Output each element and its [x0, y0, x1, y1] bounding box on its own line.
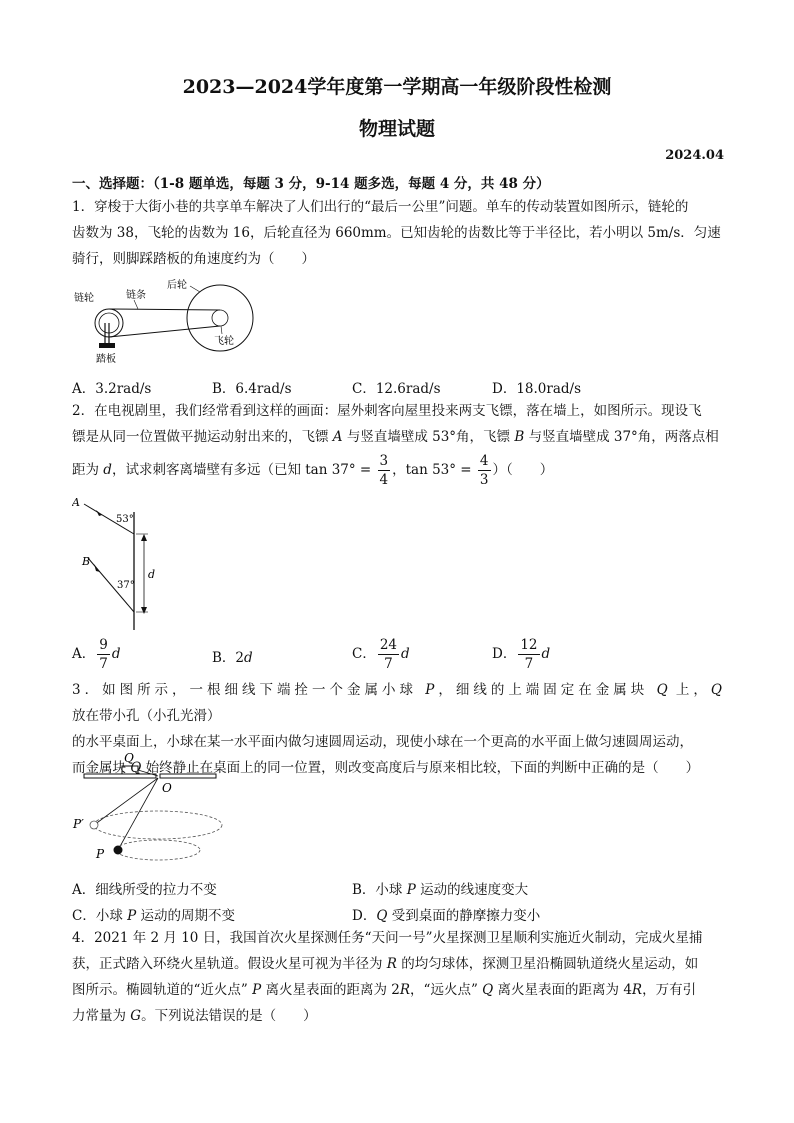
- label-q: Q: [124, 751, 134, 765]
- label-pedal: 踏板: [96, 354, 116, 365]
- orbit-high: [94, 811, 222, 839]
- label-rear-wheel: 后轮: [167, 280, 187, 291]
- q2-darts-wall-diagram: [72, 492, 172, 632]
- question-2-text: [72, 398, 722, 490]
- flywheel: [212, 310, 228, 326]
- label-p: P: [96, 847, 105, 861]
- q4-line-3: 图所示。椭圆轨道的“近火点” P 离火星表面的距离为 2R，“远火点” Q 离火星表面的距离为 4R，万有引: [72, 982, 697, 998]
- label-angle-37: 37°: [117, 580, 135, 591]
- label-o: O: [162, 781, 172, 795]
- q2-option-a: A． $\frac{9}{7}$ d: [72, 637, 121, 672]
- label-p-prime: P′: [73, 817, 84, 831]
- fraction-4-3: $\frac{4}{3}$: [479, 453, 489, 488]
- q4-line-2: 获，正式踏入环绕火星轨道。假设火星可视为半径为 R 的均匀球体，探测卫星沿椭圆轨道绕火星运动，如: [72, 956, 699, 972]
- label-dart-b: B: [82, 555, 91, 568]
- q1-bicycle-drive-diagram: [72, 276, 262, 366]
- q1-line-1: 1．穿梭于大街小巷的共享单车解决了人们出行的“最后一公里”问题。单车的传动装置如图所示，链轮的: [72, 199, 689, 215]
- ball-p-prime: [90, 821, 98, 829]
- question-1-text: [72, 194, 722, 272]
- question-4-text: [72, 925, 722, 1029]
- q3-option-c: C．小球 P 运动的周期不变: [72, 908, 236, 924]
- block-q: [122, 766, 138, 774]
- exam-subtitle: 物理试题: [358, 118, 435, 140]
- label-dart-a: A: [72, 496, 80, 509]
- chain-top: [109, 309, 220, 310]
- q1-option-a: A．3.2rad/s: [72, 381, 152, 397]
- q3-option-b: B．小球 P 运动的线速度变大: [352, 882, 529, 898]
- table-left: [84, 774, 156, 778]
- string-low: [118, 778, 158, 850]
- q4-line-1: 4．2021 年 2 月 10 日，我国首次火星探测任务“天问一号”火星探测卫星顺利实施近火制动，完成火星捕: [72, 930, 703, 946]
- q4-line-4: 力常量为 G。下列说法错误的是（ ）: [72, 1008, 317, 1024]
- orbit-low: [116, 840, 200, 860]
- exam-title: 2023—2024学年度第一学期高一年级阶段性检测: [182, 76, 612, 98]
- q3-line-2: 的水平桌面上，小球在某一水平面内做匀速圆周运动，现使小球在一个更高的水平面上做匀速圆周运动，: [72, 734, 693, 750]
- q2-option-c: C． $\frac{24}{7}$ d: [352, 637, 410, 672]
- q1-option-c: C．12.6rad/s: [352, 381, 441, 397]
- q1-option-b: B．6.4rad/s: [212, 381, 292, 397]
- ball-p: [114, 846, 123, 855]
- fraction-3-4: $\frac{3}{4}$: [379, 453, 389, 488]
- table-right: [160, 774, 216, 778]
- section-heading: 一、选择题：（1-8 题单选，每题 3 分，9-14 题多选，每题 4 分，共 48 分）: [72, 176, 550, 192]
- q3-option-d: D．Q 受到桌面的静摩擦力变小: [352, 908, 541, 924]
- q2-option-d: D． $\frac{12}{7}$ d: [492, 637, 551, 672]
- label-chain: 链条: [126, 290, 146, 301]
- q2-option-b: B．2d: [212, 650, 253, 666]
- label-distance-d: d: [148, 568, 156, 581]
- label-angle-53: 53°: [116, 514, 134, 525]
- q3-line-1: 3．如图所示，一根细线下端拴一个金属小球 P，细线的上端固定在金属块 Q 上，Q 放在带小孔（小孔光滑）: [72, 682, 722, 724]
- q2-line-1: 2．在电视剧里，我们经常看到这样的画面：屋外刺客向屋里投来两支飞镖，落在墙上，如图所示。现设飞: [72, 403, 702, 419]
- label-chain-wheel: 链轮: [74, 293, 94, 304]
- q3-conical-pendulum-diagram: [72, 750, 232, 868]
- q3-option-a: A．细线所受的拉力不变: [72, 882, 217, 898]
- exam-date: 2024.04: [665, 148, 724, 163]
- q1-option-d: D．18.0rad/s: [492, 381, 582, 397]
- q3-line-3: 而金属块 Q 始终静止在桌面上的同一位置，则改变高度后与原来相比较，下面的判断中正确的是（ ）: [72, 760, 700, 776]
- q1-line-3: 骑行，则脚踩踏板的角速度约为（ ）: [72, 251, 315, 267]
- q2-line-3: 距为 d，试求刺客离墙壁有多远（已知 tan 37° = $\frac{3}{4}$ ，tan 53° = $\frac{4}{3}$ ）（ ）: [72, 453, 554, 488]
- label-flywheel: 飞轮: [214, 336, 234, 347]
- pedal: [99, 343, 115, 348]
- chain-bottom: [109, 326, 220, 337]
- q2-line-2: 镖是从同一位置做平抛运动射出来的，飞镖 A 与竖直墙壁成 53°角，飞镖 B 与竖直墙壁成 37°角，两落点相: [72, 429, 719, 445]
- q1-line-2: 齿数为 38，飞轮的齿数为 16，后轮直径为 660mm。已知齿轮的齿数比等于半径比，若小明以 5m/s．匀速: [72, 225, 721, 241]
